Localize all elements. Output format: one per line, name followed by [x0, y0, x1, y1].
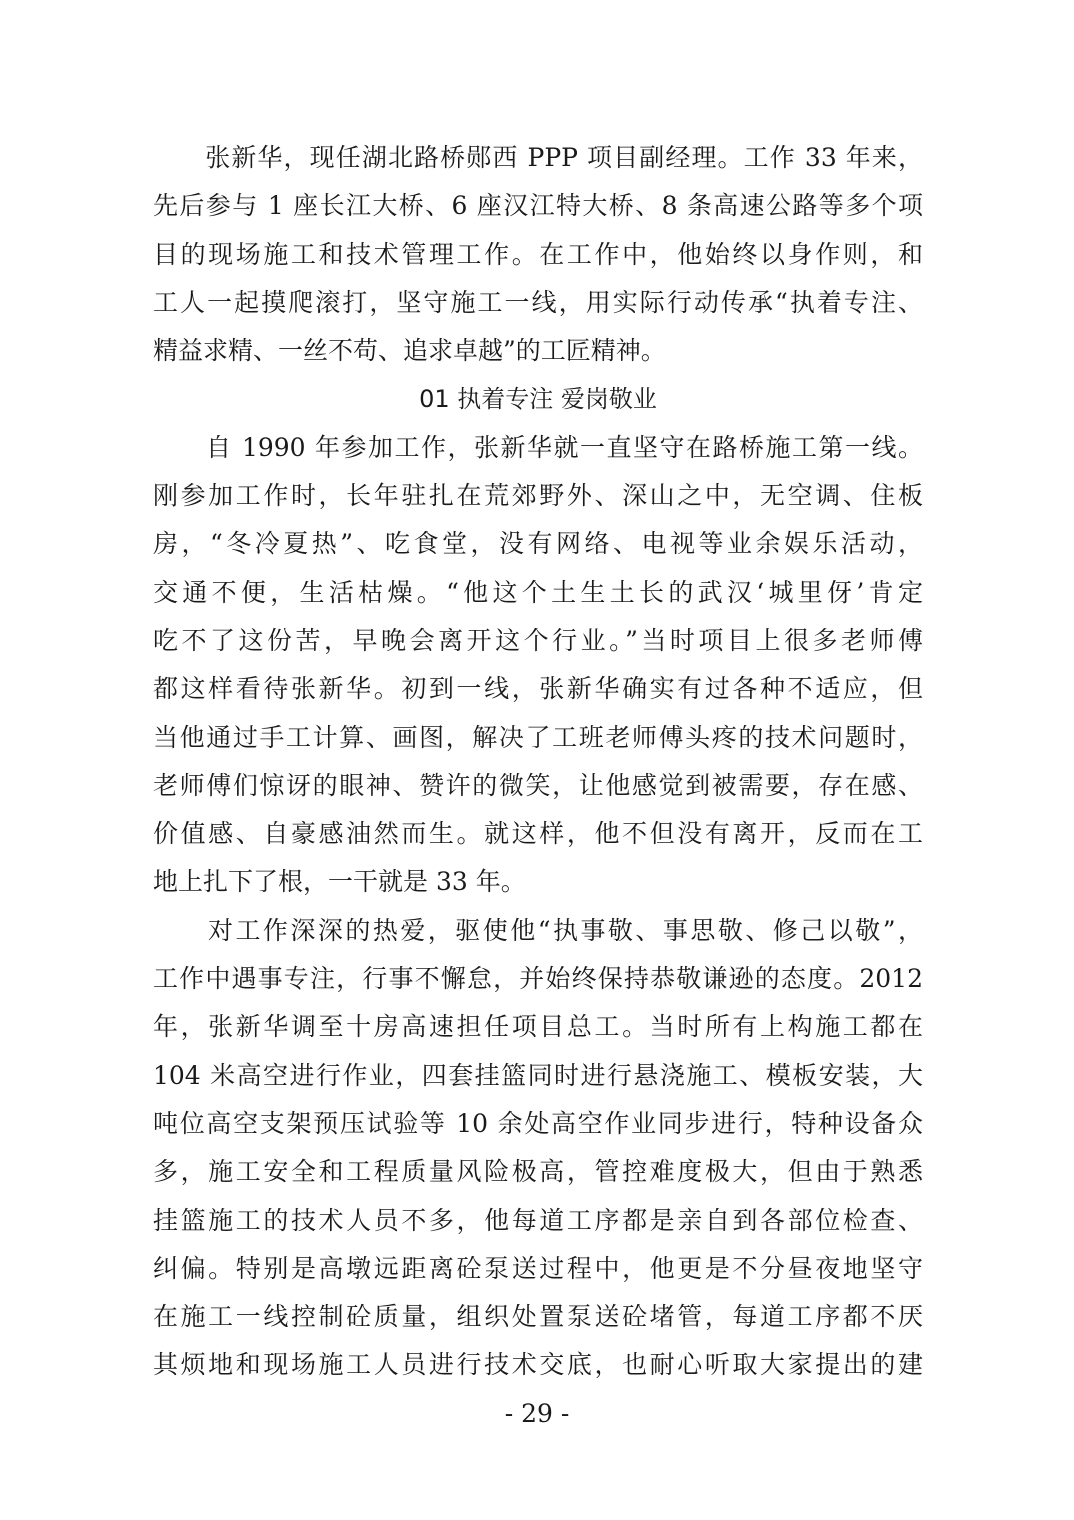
- text-line: 价值感、自豪感油然而生。就这样，他不但没有离开，反而在工: [153, 819, 923, 849]
- section-heading: 01 执着专注 爱岗敬业: [419, 385, 657, 414]
- text-line: 其烦地和现场施工人员进行技术交底，也耐心听取大家提出的建: [153, 1350, 923, 1380]
- text-line: 104 米高空进行作业，四套挂篮同时进行悬浇施工、模板安装，大: [153, 1060, 923, 1090]
- text-line: 先后参与 1 座长江大桥、6 座汉江特大桥、8 条高速公路等多个项: [153, 191, 923, 221]
- text-line: 工人一起摸爬滚打，坚守施工一线，用实际行动传承“执着专注、: [153, 287, 923, 317]
- text-line: 老师傅们惊讶的眼神、赞许的微笑，让他感觉到被需要，存在感、: [153, 770, 923, 800]
- text-line: 自 1990 年参加工作，张新华就一直坚守在路桥施工第一线。: [153, 432, 923, 462]
- text-line: 挂篮施工的技术人员不多，他每道工序都是亲自到各部位检查、: [153, 1205, 923, 1235]
- text-line: 当他通过手工计算、画图，解决了工班老师傅头疼的技术问题时，: [153, 722, 923, 752]
- text-line: 目的现场施工和技术管理工作。在工作中，他始终以身作则，和: [153, 239, 923, 269]
- text-line: 吃不了这份苦，早晚会离开这个行业。”当时项目上很多老师傅: [153, 625, 923, 655]
- text-line: 工作中遇事专注，行事不懈怠，并始终保持恭敬谦逊的态度。2012: [153, 964, 923, 994]
- text-line: 对工作深深的热爱，驱使他“执事敬、事思敬、修己以敬”，: [153, 915, 923, 945]
- text-line: 房，“冬冷夏热”、吃食堂，没有网络、电视等业余娱乐活动，: [153, 529, 923, 559]
- text-line: 都这样看待张新华。初到一线，张新华确实有过各种不适应，但: [153, 674, 923, 704]
- text-line: 吨位高空支架预压试验等 10 余处高空作业同步进行，特种设备众: [153, 1108, 923, 1138]
- text-line: 交通不便，生活枯燥。“他这个土生土长的武汉‘城里伢’肯定: [153, 577, 923, 607]
- body-text: [153, 134, 923, 1390]
- text-line: 纠偏。特别是高墩远距离砼泵送过程中，他更是不分昼夜地坚守: [153, 1253, 923, 1283]
- page-number: - 29 -: [504, 1399, 570, 1428]
- text-line: 在施工一线控制砼质量，组织处置泵送砼堵管，每道工序都不厌: [153, 1302, 923, 1332]
- text-line: 刚参加工作时，长年驻扎在荒郊野外、深山之中，无空调、住板: [153, 481, 923, 511]
- text-line: 多，施工安全和工程质量风险极高，管控难度极大，但由于熟悉: [153, 1157, 923, 1187]
- text-line: 精益求精、一丝不苟、追求卓越”的工匠精神。: [153, 336, 666, 366]
- text-line: 张新华，现任湖北路桥郧西 PPP 项目副经理。工作 33 年来，: [153, 143, 923, 172]
- text-line: 地上扎下了根，一干就是 33 年。: [153, 867, 526, 897]
- text-line: 年，张新华调至十房高速担任项目总工。当时所有上构施工都在: [153, 1012, 923, 1042]
